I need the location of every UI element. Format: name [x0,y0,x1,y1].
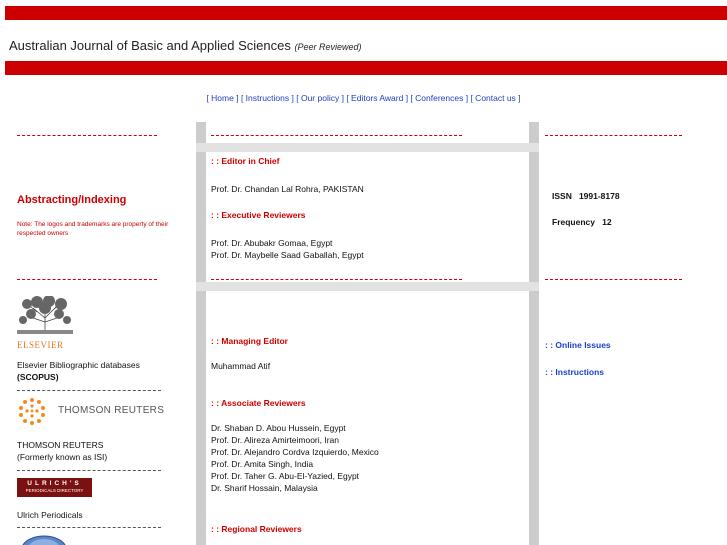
thomson-caption: THOMSON REUTERS (Formerly known as ISI) [17,440,108,462]
second-red-bar [5,61,727,75]
right-separator [529,122,539,545]
left-separator [196,122,206,545]
right-divider-2 [545,279,682,280]
managing-editor-name: Muhammad Atif [211,361,271,371]
regional-reviewers-heading: : : Regional Reviewers [211,524,302,534]
frequency-label: Frequency [552,217,595,227]
journal-title: Australian Journal of Basic and Applied Sciences (Peer Reviewed) [9,38,362,53]
left-thin-divider-1 [17,390,161,391]
issn-label: ISSN [552,191,572,201]
separator-band-1 [196,143,539,152]
associate-reviewers-list [211,422,379,494]
nav-conferences[interactable]: [ Conferences ] [410,93,469,103]
thomson-reuters-dots-icon [17,397,47,425]
partial-globe-logo-icon [20,535,68,545]
list-item: Prof. Dr. Amita Singh, India [211,459,314,469]
separator-band-2 [196,282,539,291]
list-item: Prof. Dr. Alireza Amirteimoori, Iran [211,435,340,445]
nav-contact-us[interactable]: [ Contact us ] [470,93,521,103]
list-item: Dr. Sharif Hossain, Malaysia [211,483,318,493]
nav-editors-award[interactable]: [ Editors Award ] [346,93,409,103]
elsevier-scopus: (SCOPUS) [17,372,59,382]
associate-reviewers-heading: : : Associate Reviewers [211,398,306,408]
ulrich-logo-text: ULRICH'S [27,480,82,487]
peer-reviewed-label: (Peer Reviewed) [294,42,362,52]
top-red-bar [5,6,727,20]
center-divider-2 [211,279,462,280]
frequency-line [552,217,612,227]
elsevier-logo-text: ELSEVIER [17,340,64,350]
thomson-reuters-logo[interactable] [17,397,167,425]
editor-chief-name: Prof. Dr. Chandan Lal Rohra, PAKISTAN [211,184,364,194]
abstracting-heading: Abstracting/Indexing [17,194,127,206]
elsevier-tree-icon [17,296,73,334]
list-item: Dr. Shaban D. Abou Hussein, Egypt [211,423,346,433]
issn-line [552,191,620,201]
exec-reviewers-heading: : : Executive Reviewers [211,210,306,220]
top-nav [0,93,727,103]
managing-editor-heading: : : Managing Editor [211,336,288,346]
editor-chief-heading: : : Editor in Chief [211,156,280,166]
online-issues-link[interactable]: : : Online Issues [545,340,611,350]
left-divider-2 [17,279,157,280]
right-divider-1 [545,135,682,136]
frequency-value: 12 [602,217,612,227]
thomson-logo-text: THOMSON REUTERS [58,405,165,416]
left-divider-1 [17,135,157,136]
center-divider-1 [211,135,462,136]
list-item: Prof. Dr. Taher G. Abu-El-Yazied, Egypt [211,471,360,481]
left-thin-divider-3 [17,527,161,528]
logo-note: Note: The logos and trademarks are property of their respected owners [17,221,169,237]
issn-value: 1991-8178 [578,191,620,201]
ulrich-caption: Ulrich Periodicals [17,510,83,520]
nav-our-policy[interactable]: [ Our policy ] [296,93,344,103]
list-item: Prof. Dr. Abubakr Gomaa, Egypt [211,238,333,248]
nav-home[interactable]: [ Home ] [206,93,239,103]
list-item: Prof. Dr. Alejandro Cordva Izquierdo, Mexico [211,447,379,457]
list-item: Prof. Dr. Maybelle Saad Gaballah, Egypt [211,250,364,260]
ulrich-logo-sub: PERIODICALS DIRECTORY [25,488,84,493]
instructions-link[interactable]: : : Instructions [545,367,605,377]
nav-instructions[interactable]: [ Instructions ] [240,93,294,103]
thomson-sub: (Formerly known as ISI) [17,452,108,462]
exec-reviewers-list [211,237,364,261]
left-thin-divider-2 [17,470,161,471]
ulrich-logo[interactable] [17,478,92,497]
elsevier-logo[interactable] [17,296,73,350]
elsevier-caption: Elsevier Bibliographic databases (SCOPUS) [17,360,140,382]
